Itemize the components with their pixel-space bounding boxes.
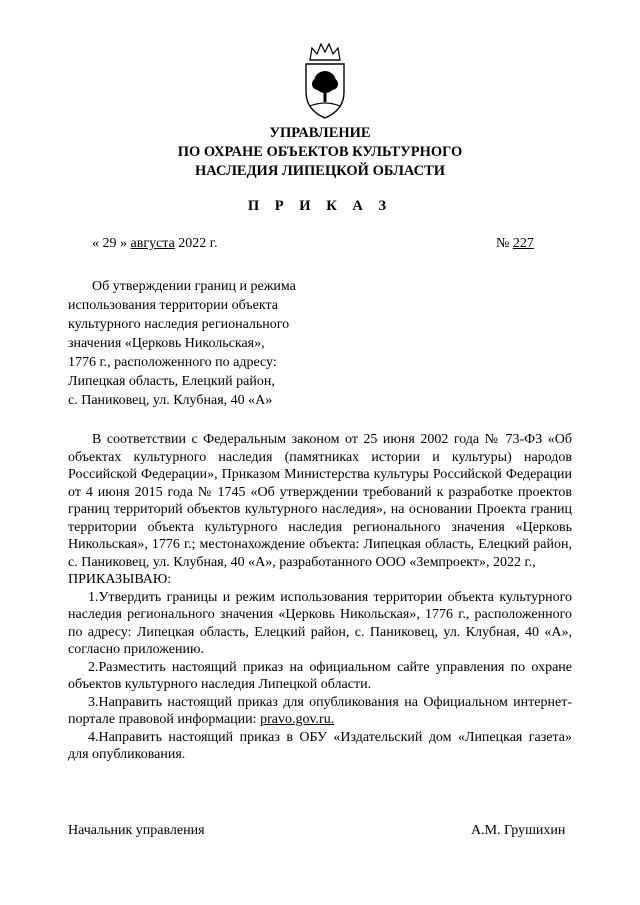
pravo-link[interactable]: pravo.gov.ru.: [260, 712, 335, 727]
order-day: « 29 »: [92, 236, 127, 251]
coat-of-arms-icon: [300, 40, 350, 120]
order-number-value: 227: [512, 236, 534, 251]
order-number: [496, 236, 534, 252]
order-item-2: 2.Разместить настоящий приказ на официальном сайте управления по охране объектов культурного наследия Липецкой области.: [68, 659, 572, 692]
org-name-line-3: НАСЛЕДИЯ ЛИПЕЦКОЙ ОБЛАСТИ: [194, 163, 446, 179]
subject-line: Липецкая область, Елецкий район,: [68, 374, 275, 389]
order-word: ПРИКАЗЫВАЮ:: [68, 572, 172, 587]
order-year: 2022 г.: [178, 236, 218, 251]
order-item-3: [68, 694, 572, 729]
subject-line: использования территории объекта: [68, 298, 278, 313]
subject-line: значения «Церковь Никольская»,: [68, 336, 265, 351]
order-number-label: №: [496, 236, 510, 251]
order-item-1: 1.Утвердить границы и режим использования территории объекта культурного наследия регионального значения «Церковь Никольская», 1776 г., расположенного по адресу: Липецкая область, Елецкий район, с. Паниковец, ул. Клубная, 40 «А», согласно приложению.: [68, 589, 572, 657]
preamble-paragraph: В соответствии с Федеральным законом от 25 июня 2002 года № 73-ФЗ «Об объектах культурного наследия (памятниках истории и культуры) народов Российской Федерации», Приказом Министерства культуры Российской Федерации от 4 июня 2015 года № 1745 «Об утверждении требований к разработке проектов границ территорий объектов культурного наследия», на основании Проекта границ территории объекта культурного наследия регионального значения «Церковь Никольская», 1776 г.; местонахождение объекта: Липецкая область, Елецкий район, с. Паниковец, ул. Клубная, 40 «А», разработанного ООО «Земпроект», 2022 г.,: [68, 432, 572, 570]
org-name-line-2: ПО ОХРАНЕ ОБЪЕКТОВ КУЛЬТУРНОГО: [177, 144, 463, 160]
signatory-name: А.М. Грушихин: [471, 823, 566, 838]
order-item-4: 4.Направить настоящий приказ в ОБУ «Издательский дом «Липецкая газета» для опубликования.: [68, 729, 572, 762]
org-name-line-1: УПРАВЛЕНИЕ: [269, 125, 371, 141]
subject-line: с. Паниковец, ул. Клубная, 40 «А»: [68, 393, 273, 408]
document-type: П Р И К А З: [247, 198, 393, 214]
order-date: [92, 236, 217, 252]
order-body: [68, 431, 572, 764]
order-item-3-text: 3.Направить настоящий приказ для опубликования на Официальном интернет-портале правовой информации:: [68, 694, 572, 727]
subject-line: 1776 г., расположенного по адресу:: [68, 355, 277, 370]
order-month: августа: [130, 236, 175, 251]
subject-line: Об утверждении границ и режима: [92, 279, 296, 294]
signatory-position: Начальник управления: [68, 823, 205, 838]
subject-line: культурного наследия регионального: [68, 317, 290, 332]
order-subject: [68, 277, 328, 410]
